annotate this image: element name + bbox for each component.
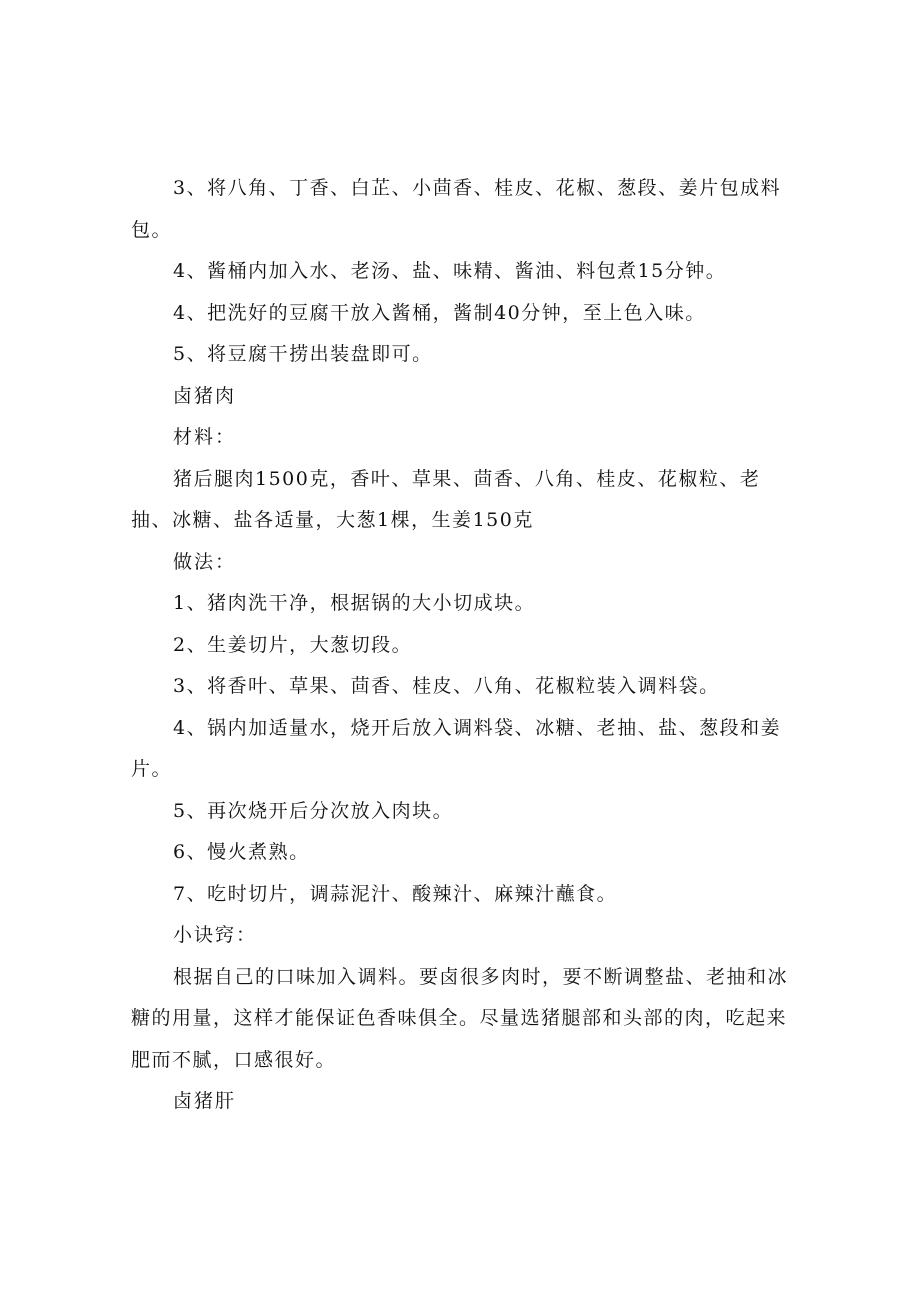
method-step-1: 1、猪肉洗干净，根据锅的大小切成块。	[173, 592, 536, 614]
step-4-sauce-bucket: 4、酱桶内加入水、老汤、盐、味精、酱油、料包煮15分钟。	[173, 260, 727, 282]
step-3-spice-bag: 3、将八角、丁香、白芷、小茴香、桂皮、花椒、葱段、姜片包成料包。	[131, 177, 782, 241]
section-title-braised-liver: 卤猪肝	[173, 1090, 237, 1112]
section-title-braised-pork: 卤猪肉	[173, 384, 237, 407]
document-body	[131, 168, 791, 1123]
method-step-3: 3、将香叶、草果、茴香、桂皮、八角、花椒粒装入调料袋。	[173, 675, 720, 697]
tips-text: 根据自己的口味加入调料。要卤很多肉时，要不断调整盐、老抽和冰糖的用量，这样才能保证色香味俱全。尽量选猪腿部和头部的肉，吃起来肥而不腻，口感很好。	[131, 965, 789, 1071]
tips-heading: 小诀窍：	[173, 924, 258, 946]
step-4-tofu-marinate: 4、把洗好的豆腐干放入酱桶，酱制40分钟，至上色入味。	[173, 301, 706, 324]
method-step-7: 7、吃时切片，调蒜泥汁、酸辣汁、麻辣汁蘸食。	[173, 882, 618, 905]
step-5-plate-tofu: 5、将豆腐干捞出装盘即可。	[173, 343, 433, 365]
method-heading: 做法：	[173, 550, 237, 573]
method-step-2: 2、生姜切片，大葱切段。	[173, 633, 413, 656]
method-step-6: 6、慢火煮熟。	[173, 841, 310, 863]
method-step-5: 5、再次烧开后分次放入肉块。	[173, 799, 454, 822]
method-step-4: 4、锅内加适量水，烧开后放入调料袋、冰糖、老抽、盐、葱段和姜片。	[131, 716, 782, 780]
ingredients-list: 猪后腿肉1500克，香叶、草果、茴香、八角、桂皮、花椒粒、老抽、冰糖、盐各适量，大葱1棵，生姜150克	[131, 467, 761, 531]
ingredients-heading: 材料：	[173, 426, 237, 448]
